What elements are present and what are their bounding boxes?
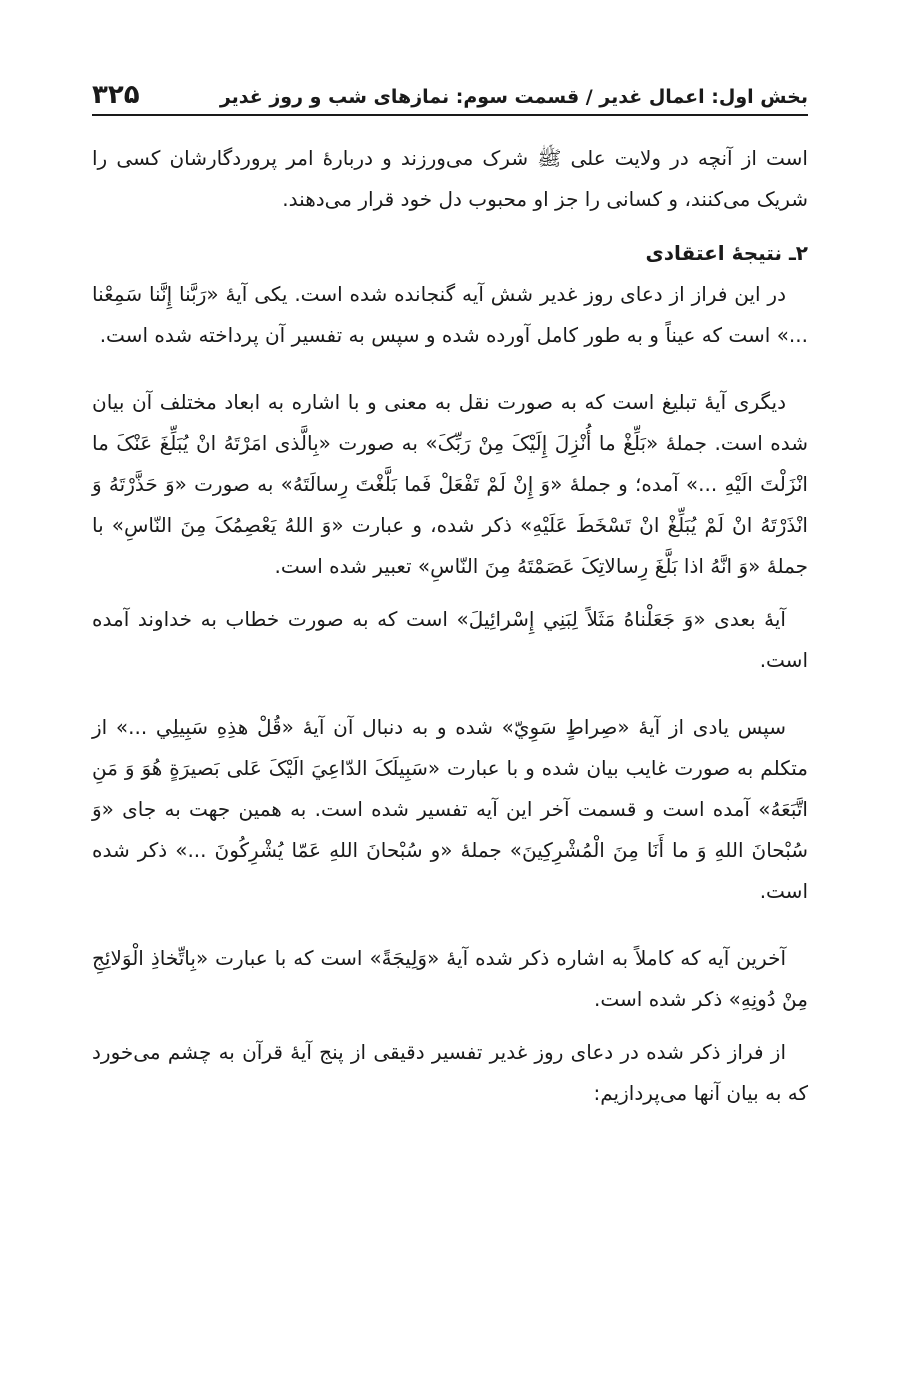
paragraph-5: آخرین آیه که کاملاً به اشاره ذکر شده آیهٔ «وَلِيجَةً» است که با عبارت «بِاتِّخاذِ الْوَلائِجِ مِنْ دُونِهِ» ذکر شده است.: [92, 946, 808, 1011]
paragraph-3: آیهٔ بعدی «وَ جَعَلْناهُ مَثَلاً لِبَنِي إِسْرائِيلَ» است که به صورت خطاب به خداوند آمده است.: [92, 607, 808, 672]
section-heading: ۲ـ نتیجهٔ اعتقادی: [645, 241, 808, 265]
running-header: [92, 60, 808, 116]
running-title: بخش اول: اعمال غدیر / قسمت سوم: نمازهای شب و روز غدیر: [219, 86, 808, 108]
page-number: ۳۲۵: [92, 80, 140, 110]
paragraph-1: در این فراز از دعای روز غدیر شش آیه گنجانده شده است. یکی آیهٔ «رَبَّنا إِنَّنا سَمِعْنا ...» است که عیناً و به طور کامل آورده شده و سپس به تفسیر آن پرداخته شده است.: [92, 282, 808, 347]
body-text: [92, 138, 808, 1114]
paragraph-continued: است از آنچه در ولایت علی ﷺ شرک می‌ورزند و دربارهٔ امر پروردگارشان کسی را شریک می‌کنند، و کسانی را جز او محبوب دل خود قرار می‌دهند.: [92, 146, 808, 211]
paragraph-4: سپس یادی از آیهٔ «صِراطٍ سَوِيّ» شده و به دنبال آن آیهٔ «قُلْ هذِهِ سَبِيلِي ...» از متکلم به صورت غایب بیان شده و با عبارت «سَبِيلَکَ الدّاعِيَ الَيْکَ عَلى بَصيرَةٍ هُوَ وَ مَنِ اتَّبَعَهُ» آمده است و قسمت آخر این آیه تفسیر شده است. به همین جهت به جای «وَ سُبْحانَ اللهِ وَ ما أَنَا مِنَ الْمُشْرِكِينَ» جملهٔ «و سُبْحانَ اللهِ عَمّا يُشْرِكُونَ ...» ذکر شده است.: [92, 715, 808, 903]
book-page: [92, 60, 808, 1360]
paragraph-6: از فراز ذکر شده در دعای روز غدیر تفسیر دقیقی از پنج آیهٔ قرآن به چشم می‌خورد که به بیان آنها می‌پردازیم:: [92, 1040, 808, 1105]
paragraph-2: دیگری آیهٔ تبلیغ است که به صورت نقل به معنی و با اشاره به ابعاد مختلف آن بیان شده است. جملهٔ «بَلِّغْ ما أُنْزِلَ إِلَيْکَ مِنْ رَبِّکَ» به صورت «بِالَّذی امَرْتَهُ انْ يُبَلِّغَ عَنْکَ ما انْزَلْتَ الَيْهِ ...» آمده؛ و جملهٔ «وَ إِنْ لَمْ تَفْعَلْ فَما بَلَّغْتَ رِسالَتَهُ» به صورت «وَ حَذَّرْتَهُ وَ انْذَرْتَهُ انْ لَمْ يُبَلِّغْ انْ تَسْخَطَ عَلَيْهِ» ذکر شده، و عبارت «وَ اللهُ يَعْصِمُکَ مِنَ النّاسِ» با جملهٔ «وَ انَّهُ اذا بَلَّغَ رِسالاتِکَ عَصَمْتَهُ مِنَ النّاسِ» تعبیر شده است.: [92, 390, 808, 578]
